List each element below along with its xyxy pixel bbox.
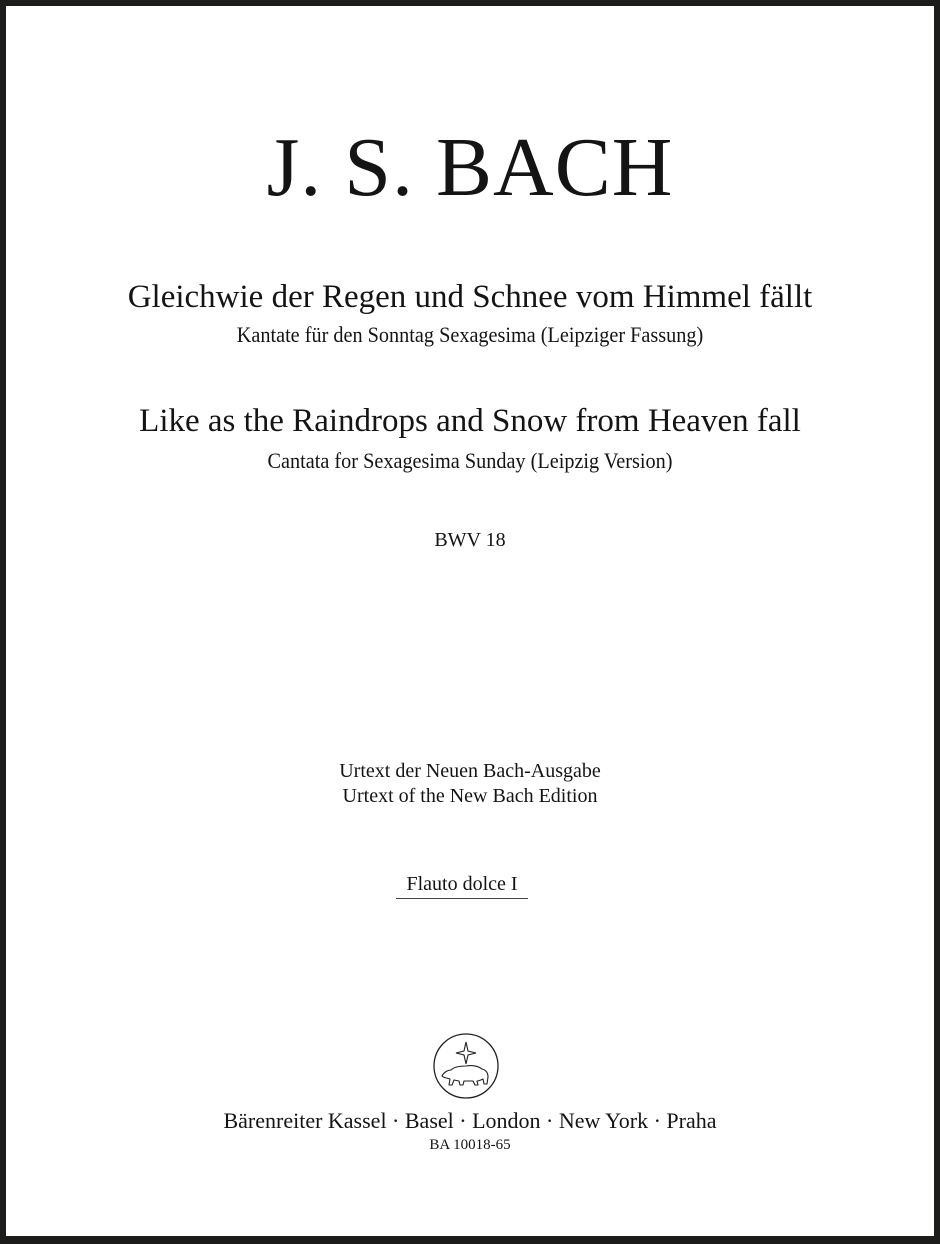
publisher-cities: Bärenreiter Kassel · Basel · London · New York · Praha: [223, 1108, 717, 1133]
work-subtitle-english: Cantata for Sexagesima Sunday (Leipzig Version): [267, 448, 673, 473]
urtext-note-english: Urtext of the New Bach Edition: [342, 785, 598, 807]
work-subtitle-german: Kantate für den Sonntag Sexagesima (Leipziger Fassung): [236, 322, 704, 347]
urtext-note-german: Urtext der Neuen Bach-Ausgabe: [339, 760, 601, 782]
composer-name: J. S. BACH: [266, 121, 674, 214]
work-title-german: Gleichwie der Regen und Schnee vom Himmel fällt: [127, 279, 813, 315]
score-cover-page: [6, 6, 934, 1236]
work-title-english: Like as the Raindrops and Snow from Heaven fall: [139, 403, 801, 439]
instrument-part-label: Flauto dolce I: [396, 870, 528, 899]
bwv-number: BWV 18: [434, 529, 506, 551]
publisher-catalog-number: BA 10018-65: [429, 1137, 511, 1153]
baerenreiter-logo-icon: [432, 1032, 500, 1100]
